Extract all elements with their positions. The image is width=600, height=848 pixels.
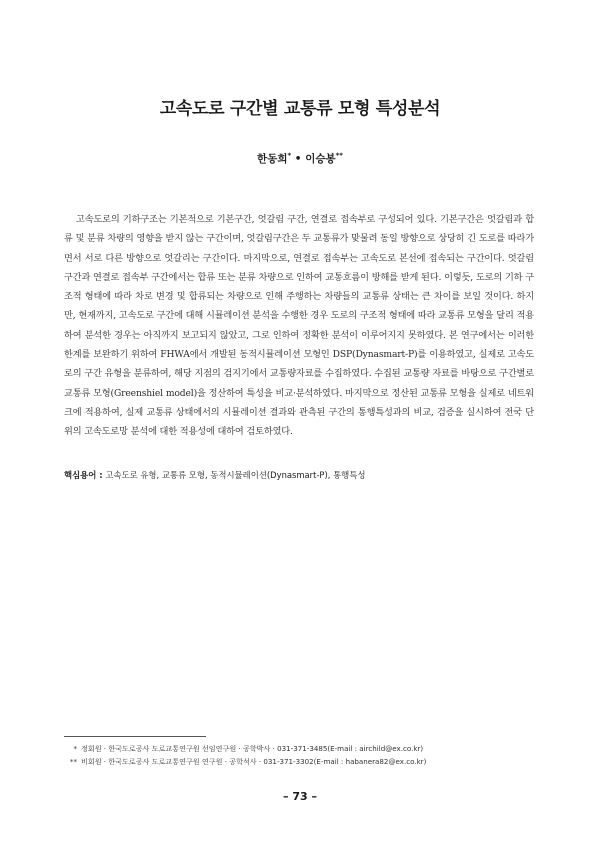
footnote-item [64, 742, 534, 755]
footnote-mark: ** [69, 757, 77, 766]
footnote-mark: ** [335, 151, 343, 160]
keywords-label: 핵심용어 : [64, 470, 103, 480]
footnote-text: 비회원 · 한국도로공사 도로교통연구원 연구원 · 공학석사 · 031-371-3302(E-mail : habanera82@ex.co.kr) [81, 757, 427, 766]
keywords-line [64, 469, 534, 481]
author-name: 이승봉 [305, 153, 336, 165]
footnote-text: 정회원 · 한국도로공사 도로교통연구원 선임연구원 · 공학박사 · 031-371-3485(E-mail : airchild@ex.co.kr) [81, 744, 424, 753]
abstract-paragraph: 고속도로의 기하구조는 기본적으로 기본구간, 엇갈림 구간, 연결로 접속부로 구성되어 있다. 기본구간은 엇갈림과 합류 및 분류 차량의 영향을 받지 않는 구간이며, 엇갈림구간은 두 교통류가 맞물려 동일 방향으로 상당히 긴 도로를 따라가면서 서로 다른 방향으로 엇갈리는 구간이다. 마지막으로, 연결로 접속부는 고속도로 본선에 접속되는 구간이다. 엇갈림 구간과 연결로 접속부 구간에서는 합류 또는 분류 차량으로 인하여 교통흐름이 방해를 받게 된다. 이렇듯, 도로의 기하 구조적 형태에 따라 차로 변경 및 합류되는 차량으로 인해 주행하는 차량들의 교통류 상태는 큰 차이를 보일 것이다. 하지만, 현재까지, 고속도로 구간에 대해 시뮬레이션 분석을 수행한 경우 도로의 구조적 형태에 따라 교통류 모형을 달리 적용하여 분석한 경우는 아직까지 보고되지 않았고, 그로 인하여 정확한 분석이 이루어지지 못하였다. 본 연구에서는 이러한 한계를 보완하기 위하여 FHWA에서 개발된 동적시뮬레이션 모형인 DSP(Dynasmart-P)를 이용하였고, 실제로 고속도로의 구간 유형을 분류하여, 해당 지점의 검지기에서 교통량자료를 수집하였다. 수집된 교통량 자료를 바탕으로 구간별로 교통류 모형(Greenshiel model)을 정산하여 특성을 비교·분석하였다. 마지막으로 정산된 교통류 모형을 실제로 네트워크에 적용하여, 실제 교통류 상태에서의 시뮬레이션 결과와 관측된 구간의 통행특성과의 비교, 검증을 실시하여 전국 단위의 고속도로망 분석에 대한 적용성에 대하여 검토하였다. [64, 214, 534, 438]
footnote-item [64, 755, 534, 768]
footnote-mark: * [73, 744, 77, 753]
author-separator: • [291, 153, 306, 165]
keywords-text: 고속도로 유형, 교통류 모형, 동적시뮬레이션(Dynasmart-P), 통행특성 [105, 470, 366, 480]
author-name: 한동희 [257, 153, 288, 165]
footnote-divider [64, 736, 206, 737]
footnotes [64, 742, 534, 768]
footnote-mark: * [287, 151, 292, 160]
author-line [0, 151, 600, 166]
page-number: – 73 – [283, 790, 317, 803]
paper-title: 고속도로 구간별 교통류 모형 특성분석 [159, 99, 441, 119]
